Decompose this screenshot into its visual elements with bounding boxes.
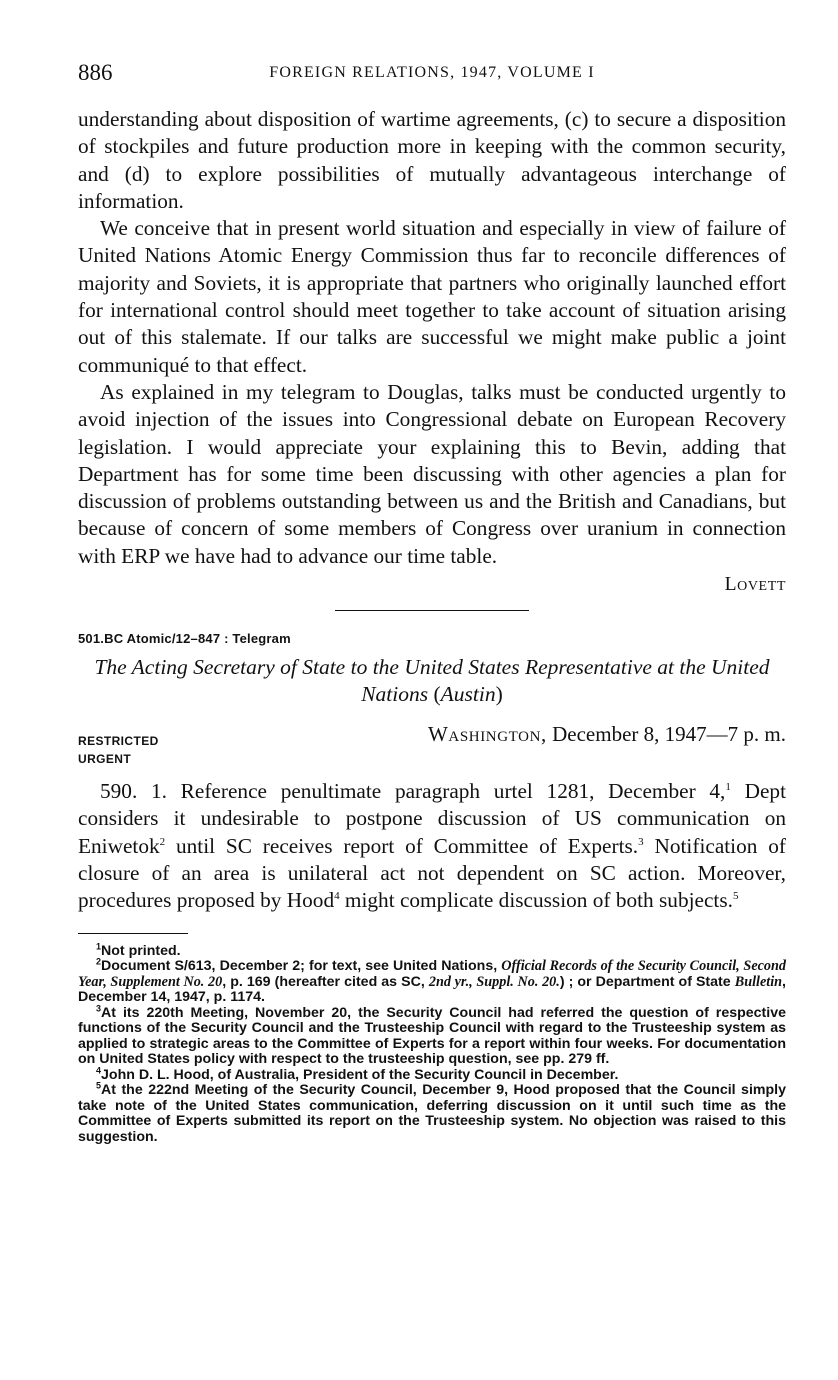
footnote-text: Not printed. — [101, 942, 181, 959]
footnote-italic: 2nd yr., Suppl. No. 20. — [428, 973, 560, 990]
dateline — [428, 722, 786, 747]
page-number: 886 — [78, 60, 113, 85]
telegram-text-d: Notification of closure of an area is unilateral act not dependent on SC action. Moreover, procedures proposed by Hood — [78, 833, 786, 913]
footnote-ref-4[interactable]: 4 — [334, 890, 340, 903]
footnote-italic: Official Records of the Security Council, Second Year, Supplement No. 20 — [78, 958, 786, 990]
dateline-place: Washington, — [427, 722, 547, 747]
footnote-text: ) ; or Department of State — [559, 973, 735, 990]
title-paren-open: ( — [428, 682, 441, 707]
title-paren-close: ) — [495, 682, 503, 707]
document-page — [78, 60, 786, 1145]
footnote-text: , December 14, 1947, p. 1174. — [78, 973, 786, 1006]
footnote-number: 4 — [96, 1064, 102, 1075]
running-title: FOREIGN RELATIONS, 1947, VOLUME I — [269, 64, 595, 81]
footnote-text: , p. 169 (hereafter cited as SC, — [222, 973, 429, 990]
signature: Lovett — [724, 574, 786, 596]
footnote-ref-2[interactable]: 2 — [159, 835, 166, 848]
footnote-number: 1 — [96, 940, 102, 951]
footnote-italic: Bulletin — [734, 973, 783, 990]
footnote-text: John D. L. Hood, of Australia, President of the Security Council in December. — [101, 1066, 619, 1083]
telegram-text-b: Dept considers it undesirable to postpone discussion of US communication on Eniwetok — [78, 779, 786, 858]
document-title — [78, 654, 786, 708]
telegram-body — [78, 778, 786, 914]
footnotes — [78, 940, 786, 1146]
letter-body — [78, 106, 786, 570]
footnote-text: Document S/613, December 2; for text, see United Nations, — [101, 958, 502, 975]
footnote-3 — [78, 1002, 786, 1068]
letter-paragraph-1: understanding about disposition of wartime agreements, (c) to secure a disposition of stockpiles and future production more in keeping with the common security, and (d) to explore possibilities of mutually advantageous interchange of information. — [78, 107, 786, 213]
telegram-text-a: 590. 1. Reference penultimate paragraph urtel 1281, December 4, — [100, 779, 726, 804]
letter-paragraph-2: We conceive that in present world situation and especially in view of failure of United Nations Atomic Energy Commission thus far to reconcile differences of majority and Soviets, it is appropriate that partners who originally launched effort for international control should meet together to take account of situation arising out of this stalemate. If our talks are successful we might make public a joint communiqué to that effect. — [78, 216, 786, 377]
footnote-ref-5[interactable]: 5 — [732, 890, 739, 903]
footnote-1 — [78, 940, 786, 960]
footnote-text: At its 220th Meeting, November 20, the Security Council had referred the question of respective functions of the Security Council and the Trusteeship Council with regard to the Trusteeship system as applied to strategic areas to the Committee of Experts for a report within four weeks. For documentation on United States policy with respect to the trusteeship question, see pp. 279 ff. — [78, 1004, 786, 1068]
section-divider — [335, 610, 529, 611]
footnote-5 — [78, 1080, 786, 1145]
running-head — [78, 60, 786, 94]
telegram-paragraph — [78, 778, 786, 914]
document-title-main: The Acting Secretary of State to the United States Representative at the United Nations — [94, 655, 770, 707]
footnote-ref-3[interactable]: 3 — [638, 835, 644, 848]
footnote-divider — [78, 933, 188, 934]
telegram-text-e: might complicate discussion of both subjects. — [339, 888, 733, 913]
footnote-number: 5 — [96, 1080, 102, 1091]
telegram-text-c: until SC receives report of Committee of Experts. — [165, 833, 639, 858]
footnote-ref-1[interactable]: 1 — [725, 780, 731, 793]
file-reference: 501.BC Atomic/12–847 : Telegram — [78, 631, 291, 647]
footnote-2 — [78, 956, 786, 1006]
telegram-header — [78, 722, 786, 752]
letter-paragraph-3: As explained in my telegram to Douglas, talks must be conducted urgently to avoid injection of the issues into Congressional debate on European Recovery legislation. I would appreciate your explaining this to Bevin, adding that Department has for some time been discussing with other agencies a plan for discussion of problems outstanding between us and the British and Canadians, but because of concern of some members of Congress over uranium in connection with ERP we have had to advance our time table. — [78, 379, 786, 568]
recipient-name: Austin — [440, 682, 496, 707]
dateline-date: December 8, 1947—7 p. m. — [546, 722, 786, 747]
classification-label: RESTRICTED — [78, 734, 159, 749]
footnote-number: 2 — [96, 956, 102, 967]
priority-label: URGENT — [78, 752, 132, 767]
footnote-4 — [78, 1064, 786, 1084]
footnote-text: At the 222nd Meeting of the Security Council, December 9, Hood proposed that the Council simply take note of the United States communication, deferring discussion on it until such time as the Committee of Experts submitted its report on the Trusteeship system. No objection was raised to this suggestion. — [78, 1082, 786, 1145]
footnote-number: 3 — [96, 1002, 102, 1013]
